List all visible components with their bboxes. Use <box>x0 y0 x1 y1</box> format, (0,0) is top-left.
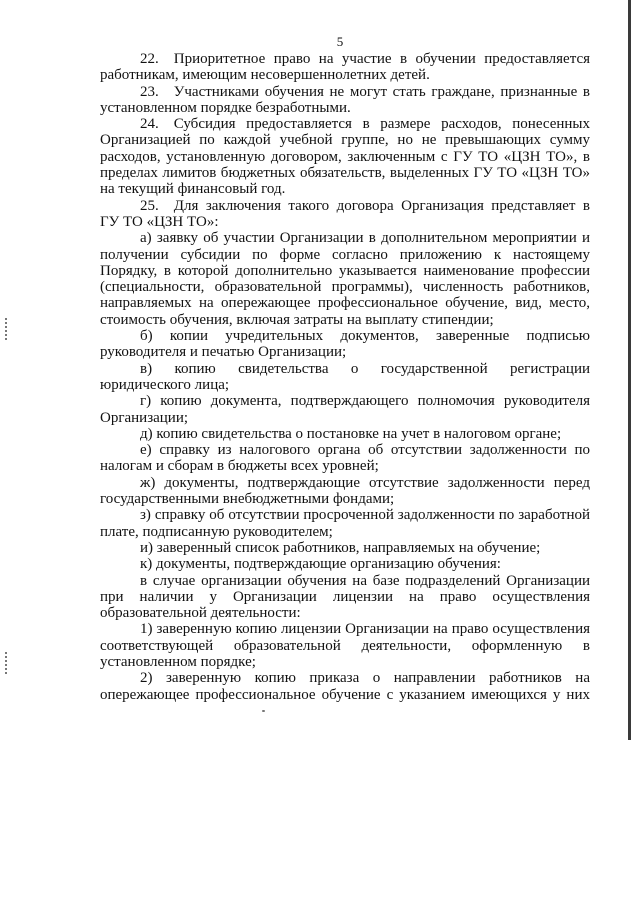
paragraph-25: 25. Для заключения такого договора Организация представляет в ГУ ТО «ЦЗН ТО»: <box>100 197 590 230</box>
document-body <box>100 51 590 703</box>
page-number: 5 <box>336 34 344 49</box>
item-z: з) справку об отсутствии просроченной задолженности по заработной плате, подписанную руководителем; <box>100 507 590 540</box>
paragraph-23: 23. Участниками обучения не могут стать граждане, признанные в установленном порядке безработными. <box>100 83 590 116</box>
item-d: д) копию свидетельства о постановке на учет в налоговом органе; <box>140 425 562 442</box>
item-k: к) документы, подтверждающие организацию обучения: <box>140 556 501 573</box>
subparagraph-licensed-training: в случае организации обучения на базе подразделений Организации при наличии у Организации лицензии на право осуществления образовательной деятельности: <box>100 572 590 622</box>
scan-edge <box>628 0 631 740</box>
item-i: и) заверенный список работников, направляемых на обучение; <box>140 539 541 556</box>
scan-speck <box>262 710 265 712</box>
item-a: а) заявку об участии Организации в дополнительном мероприятии и получении субсидии по форме согласно приложению к настоящему Порядку, в которой дополнительно указывается наименование профессии (специальности, образовательной программы), численность работников, направляемых на опережающее профессиональное обучение, вид, место, стоимость обучения, включая затраты на выплату стипендии; <box>100 230 590 328</box>
scan-mark <box>5 318 7 340</box>
paragraph-22: 22. Приоритетное право на участие в обучении предоставляется работникам, имеющим несовершеннолетних детей. <box>100 51 590 84</box>
item-e: е) справку из налогового органа об отсутствии задолженности по налогам и сборам в бюджеты всех уровней; <box>100 442 590 475</box>
subitem-1: 1) заверенную копию лицензии Организации на право осуществления соответствующей образовательной деятельности, оформленную в установленном порядке; <box>100 621 590 670</box>
item-b: б) копии учредительных документов, заверенные подписью руководителя и печатью Организации; <box>100 328 590 361</box>
item-g: г) копию документа, подтверждающего полномочия руководителя Организации; <box>100 393 590 426</box>
scan-mark <box>5 652 7 674</box>
subitem-2: 2) заверенную копию приказа о направлении работников на опережающее профессиональное обучение с указанием имеющихся у них <box>100 670 590 703</box>
paragraph-24: 24. Субсидия предоставляется в размере расходов, понесенных Организацией по каждой учебной группе, но не превышающих сумму расходов, установленную договором, заключенным с ГУ ТО «ЦЗН ТО», в пределах лимитов бюджетных обязательств, выделенных ГУ ТО «ЦЗН ТО» на текущий финансовый год. <box>100 116 590 198</box>
item-v: в) копию свидетельства о государственной регистрации юридического лица; <box>100 360 590 393</box>
item-zh: ж) документы, подтверждающие отсутствие задолженности перед государственными внебюджетными фондами; <box>100 474 590 508</box>
